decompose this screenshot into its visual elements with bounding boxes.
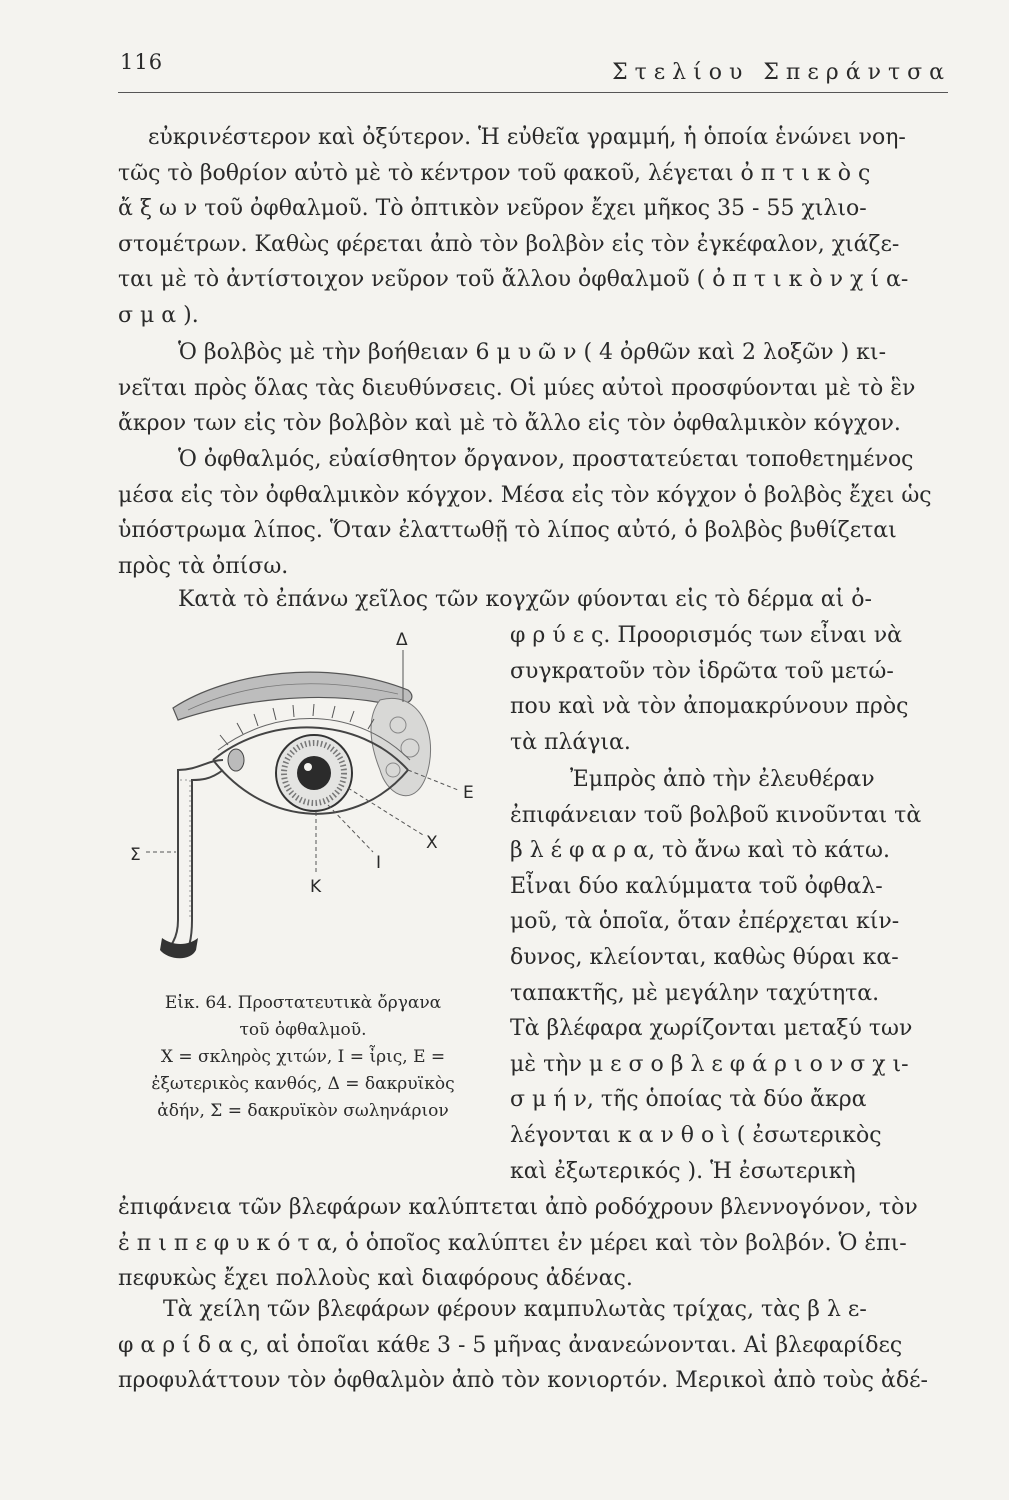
text-line: ται μὲ τὸ ἀντίστοιχον νεῦρον τοῦ ἄλλου ὀφθαλμοῦ ( ὀ π τ ι κ ὸ ν χ ί α-	[118, 267, 909, 293]
text-line: ἄ ξ ω ν τοῦ ὀφθαλμοῦ. Τὸ ὀπτικὸν νεῦρον ἔχει μῆκος 35 - 55 χιλιο-	[118, 196, 867, 222]
text-line: προφυλάττουν τὸν ὀφθαλμὸν ἀπὸ τὸν κονιορτόν. Μερικοὶ ἀπὸ τοὺς ἀδέ-	[118, 1368, 928, 1394]
text-line: νεῖται πρὸς ὅλας τὰς διευθύνσεις. Οἱ μύες αὐτοὶ προσφύονται μὲ τὸ ἓν	[118, 375, 916, 401]
label-sigma: Σ	[130, 845, 141, 865]
paragraph-eyebrows-first-line	[118, 582, 948, 618]
paragraph-eyelids-continued	[118, 1190, 948, 1297]
text-line: Ἐμπρὸς ἀπὸ τὴν ἐλευθέραν	[570, 767, 875, 792]
text-line: πεφυκὼς ἔχει πολλοὺς καὶ διαφόρους ἀδένας.	[118, 1266, 633, 1292]
lacrimal-sac	[160, 938, 198, 958]
eye-illustration	[118, 620, 508, 980]
text-line: ἄκρον των εἰς τὸν βολβὸν καὶ μὲ τὸ ἄλλο εἰς τὸν ὀφθαλμικὸν κόγχον.	[118, 411, 901, 437]
text-line: ἐπιφάνειαν τοῦ βολβοῦ κινοῦνται τὰ	[510, 802, 922, 828]
text-line: δυνος, κλείονται, καθὼς θύραι κα-	[510, 944, 899, 970]
text-line: λέγονται κ α ν θ ο ὶ ( ἐσωτερικὸς	[510, 1122, 882, 1148]
text-line: που καὶ νὰ τὸν ἀπομακρύνουν πρὸς	[510, 694, 909, 720]
caption-line: Χ = σκληρὸς χιτών, Ι = ἶρις, Ε =	[160, 1047, 446, 1067]
text-line: Ὁ βολβὸς μὲ τὴν βοήθειαν 6 μ υ ῶ ν ( 4 ὀρθῶν καὶ 2 λοξῶν ) κι-	[178, 340, 886, 365]
figure-caption	[118, 990, 488, 1125]
text-line: πρὸς τὰ ὀπίσω.	[118, 553, 289, 579]
text-line: φ ρ ύ ε ς. Προορισμός των εἶναι νὰ	[510, 623, 903, 648]
page-number: 116	[120, 50, 164, 74]
text-line: ἐ π ι π ε φ υ κ ό τ α, ὁ ὁποῖος καλύπτει ἐν μέρει καὶ τὸν βολβόν. Ὁ ἐπι-	[118, 1230, 907, 1256]
text-line: Ὁ ὀφθαλμός, εὐαίσθητον ὄργανον, προστατεύεται τοποθετημένος	[178, 447, 914, 472]
label-e: Ε	[463, 783, 474, 803]
text-line: μὲ τὴν μ ε σ ο β λ ε φ ά ρ ι ο ν σ χ ι-	[510, 1051, 909, 1077]
text-line: ὑπόστρωμα λίπος. Ὅταν ἐλαττωθῇ τὸ λίπος αὐτό, ὁ βολβὸς βυθίζεται	[118, 518, 897, 544]
text-line: φ α ρ ί δ α ς, αἱ ὁποῖαι κάθε 3 - 5 μῆνας ἀνανεώνονται. Αἱ βλεφαρίδες	[118, 1332, 903, 1358]
text-line: συγκρατοῦν τὸν ἱδρῶτα τοῦ μετώ-	[510, 658, 894, 684]
text-line: μέσα εἰς τὸν ὀφθαλμικὸν κόγχον. Μέσα εἰς τὸν κόγχον ὁ βολβὸς ἔχει ὡς	[118, 482, 932, 508]
paragraph-eyelashes	[118, 1292, 948, 1399]
text-line: Τὰ βλέφαρα χωρίζονται μεταξύ των	[510, 1016, 913, 1042]
label-x: Χ	[426, 833, 438, 853]
text-line: τὰ πλάγια.	[510, 729, 631, 755]
text-line: σ μ α ).	[118, 302, 199, 328]
text-line: Εἶναι δύο καλύμματα τοῦ ὀφθαλ-	[510, 873, 883, 899]
text-line: Κατὰ τὸ ἐπάνω χεῖλος τῶν κογχῶν φύονται εἰς τὸ δέρμα αἱ ὀ-	[178, 587, 872, 612]
text-line: σ μ ή ν, τῆς ὁποίας τὰ δύο ἄκρα	[510, 1087, 867, 1113]
caption-line: ἐξωτερικὸς κανθός, Δ = δακρυϊκὸς	[151, 1074, 455, 1094]
paragraph-eye-muscles	[118, 335, 948, 442]
caption-line: ἀδήν, Σ = δακρυϊκὸν σωληνάριον	[157, 1101, 449, 1121]
text-line: στομέτρων. Καθὼς φέρεται ἀπὸ τὸν βολβὸν εἰς τὸν ἐγκέφαλον, χιάζε-	[118, 231, 900, 257]
text-line: β λ έ φ α ρ α, τὸ ἄνω καὶ τὸ κάτω.	[510, 838, 890, 864]
label-i: Ι	[376, 853, 382, 873]
text-line: ταπακτῆς, μὲ μεγάλην ταχύτητα.	[510, 980, 880, 1006]
label-k: Κ	[310, 877, 322, 897]
text-line: τῶς τὸ βοθρίον αὐτὸ μὲ τὸ κέντρον τοῦ φακοῦ, λέγεται ὀ π τ ι κ ὸ ς	[118, 160, 871, 186]
header-rule	[118, 92, 948, 93]
text-line: ἐπιφάνεια τῶν βλεφάρων καλύπτεται ἀπὸ ροδόχρουν βλεννογόνον, τὸν	[118, 1195, 918, 1220]
text-line: μοῦ, τὰ ὁποῖα, ὅταν ἐπέρχεται κίν-	[510, 909, 900, 935]
paragraph-eye-protection	[118, 442, 948, 584]
text-line: καὶ ἐξωτερικός ). Ἡ ἐσωτερικὴ	[510, 1158, 856, 1184]
text-line: εὐκρινέστερον καὶ ὀξύτερον. Ἡ εὐθεῖα γραμμή, ἡ ὁποία ἑνώνει νοη-	[148, 125, 906, 150]
pupil	[297, 756, 331, 790]
running-title: Στελίου Σπεράντσα	[612, 60, 951, 85]
caption-line: τοῦ ὀφθαλμοῦ.	[239, 1020, 367, 1040]
caption-line: Εἰκ. 64. Προστατευτικὰ ὄργανα	[164, 993, 442, 1013]
paragraph-eyelids	[510, 762, 950, 1189]
text-line: Τὰ χείλη τῶν βλεφάρων φέρουν καμπυλωτὰς τρίχας, τὰς β λ ε-	[163, 1297, 867, 1322]
label-delta: Δ	[396, 630, 408, 650]
paragraph-optic-axis	[118, 120, 948, 334]
paragraph-eyebrows	[510, 618, 950, 760]
